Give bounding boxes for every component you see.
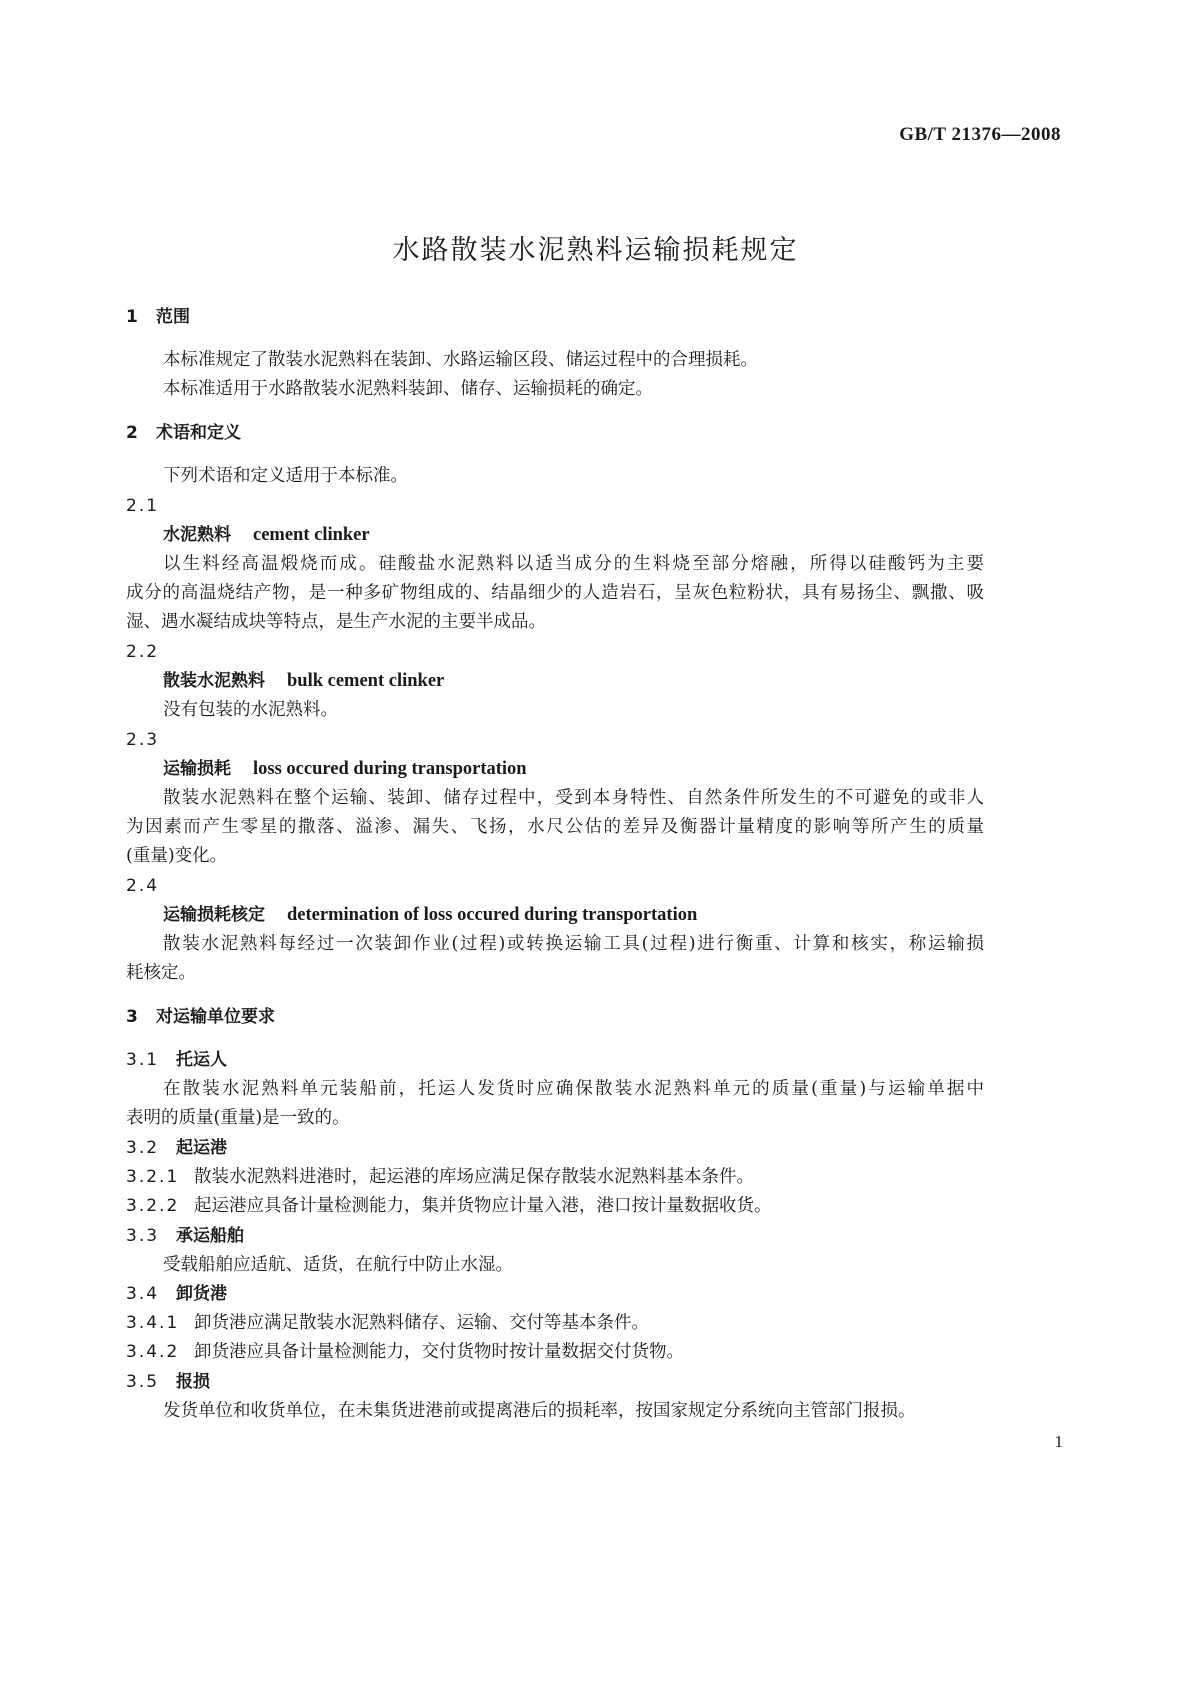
clause-3-2-heading: 3.2 起运港 — [126, 1138, 227, 1158]
definition-line: 耗核定。 — [126, 963, 196, 983]
definition-line: 散装水泥熟料在整个运输、装卸、储存过程中，受到本身特性、自然条件所发生的不可避免的或非人 — [163, 788, 984, 808]
definition-line: 散装水泥熟料每经过一次装卸作业(过程)或转换运输工具(过程)进行衡重、计算和核实，称运输损 — [163, 934, 984, 954]
page-number: 1 — [1054, 1432, 1063, 1451]
sub-clause-3-2-1: 3.2.1 散装水泥熟料进港时，起运港的库场应满足保存散装水泥熟料基本条件。 — [126, 1167, 754, 1187]
definition-line: (重量)变化。 — [126, 846, 228, 866]
paragraph: 下列术语和定义适用于本标准。 — [163, 466, 408, 486]
sub-clause-3-2-2: 3.2.2 起运港应具备计量检测能力，集并货物应计量入港，港口按计量数据收货。 — [126, 1196, 772, 1216]
term-heading: 运输损耗 loss occured during transportation — [163, 759, 527, 779]
paragraph: 受载船舶应适航、适货，在航行中防止水湿。 — [163, 1255, 513, 1275]
clause-3-1-heading: 3.1 托运人 — [126, 1050, 227, 1070]
term-heading: 水泥熟料 cement clinker — [163, 525, 370, 545]
sub-clause-3-4-1: 3.4.1 卸货港应满足散装水泥熟料储存、运输、交付等基本条件。 — [126, 1313, 649, 1333]
paragraph: 本标准规定了散装水泥熟料在装卸、水路运输区段、储运过程中的合理损耗。 — [163, 350, 758, 370]
clause-number: 2.4 — [126, 876, 160, 896]
section-3-heading: 3 对运输单位要求 — [126, 1007, 275, 1027]
clause-number: 2.1 — [126, 496, 160, 516]
clause-3-3-heading: 3.3 承运船舶 — [126, 1226, 244, 1246]
definition-line: 湿、遇水凝结成块等特点，是生产水泥的主要半成品。 — [126, 612, 546, 632]
paragraph: 在散装水泥熟料单元装船前，托运人发货时应确保散装水泥熟料单元的质量(重量)与运输单据中 — [163, 1079, 984, 1099]
sub-clause-3-4-2: 3.4.2 卸货港应具备计量检测能力，交付货物时按计量数据交付货物。 — [126, 1342, 684, 1362]
section-1-heading: 1 范围 — [126, 307, 190, 327]
paragraph: 表明的质量(重量)是一致的。 — [126, 1108, 350, 1128]
term-heading: 散装水泥熟料 bulk cement clinker — [163, 671, 445, 691]
definition-line: 没有包装的水泥熟料。 — [163, 700, 338, 720]
definition-line: 以生料经高温煅烧而成。硅酸盐水泥熟料以适当成分的生料烧至部分熔融，所得以硅酸钙为主要 — [163, 554, 984, 574]
clause-3-5-heading: 3.5 报损 — [126, 1372, 210, 1392]
term-heading: 运输损耗核定 determination of loss occured during transportation — [163, 905, 698, 925]
document-title: 水路散装水泥熟料运输损耗规定 — [392, 235, 799, 266]
clause-number: 2.2 — [126, 642, 160, 662]
definition-line: 成分的高温烧结产物，是一种多矿物组成的、结晶细少的人造岩石，呈灰色粒粉状，具有易扬尘、飘撒、吸 — [126, 583, 984, 603]
clause-3-4-heading: 3.4 卸货港 — [126, 1284, 227, 1304]
standard-code: GB/T 21376—2008 — [899, 124, 1061, 145]
paragraph: 本标准适用于水路散装水泥熟料装卸、储存、运输损耗的确定。 — [163, 379, 653, 399]
paragraph: 发货单位和收货单位，在未集货进港前或提离港后的损耗率，按国家规定分系统向主管部门报损。 — [163, 1401, 916, 1421]
definition-line: 为因素而产生零星的撒落、溢渗、漏失、飞扬，水尺公估的差异及衡器计量精度的影响等所产生的质量 — [126, 817, 984, 837]
clause-number: 2.3 — [126, 730, 160, 750]
section-2-heading: 2 术语和定义 — [126, 423, 241, 443]
